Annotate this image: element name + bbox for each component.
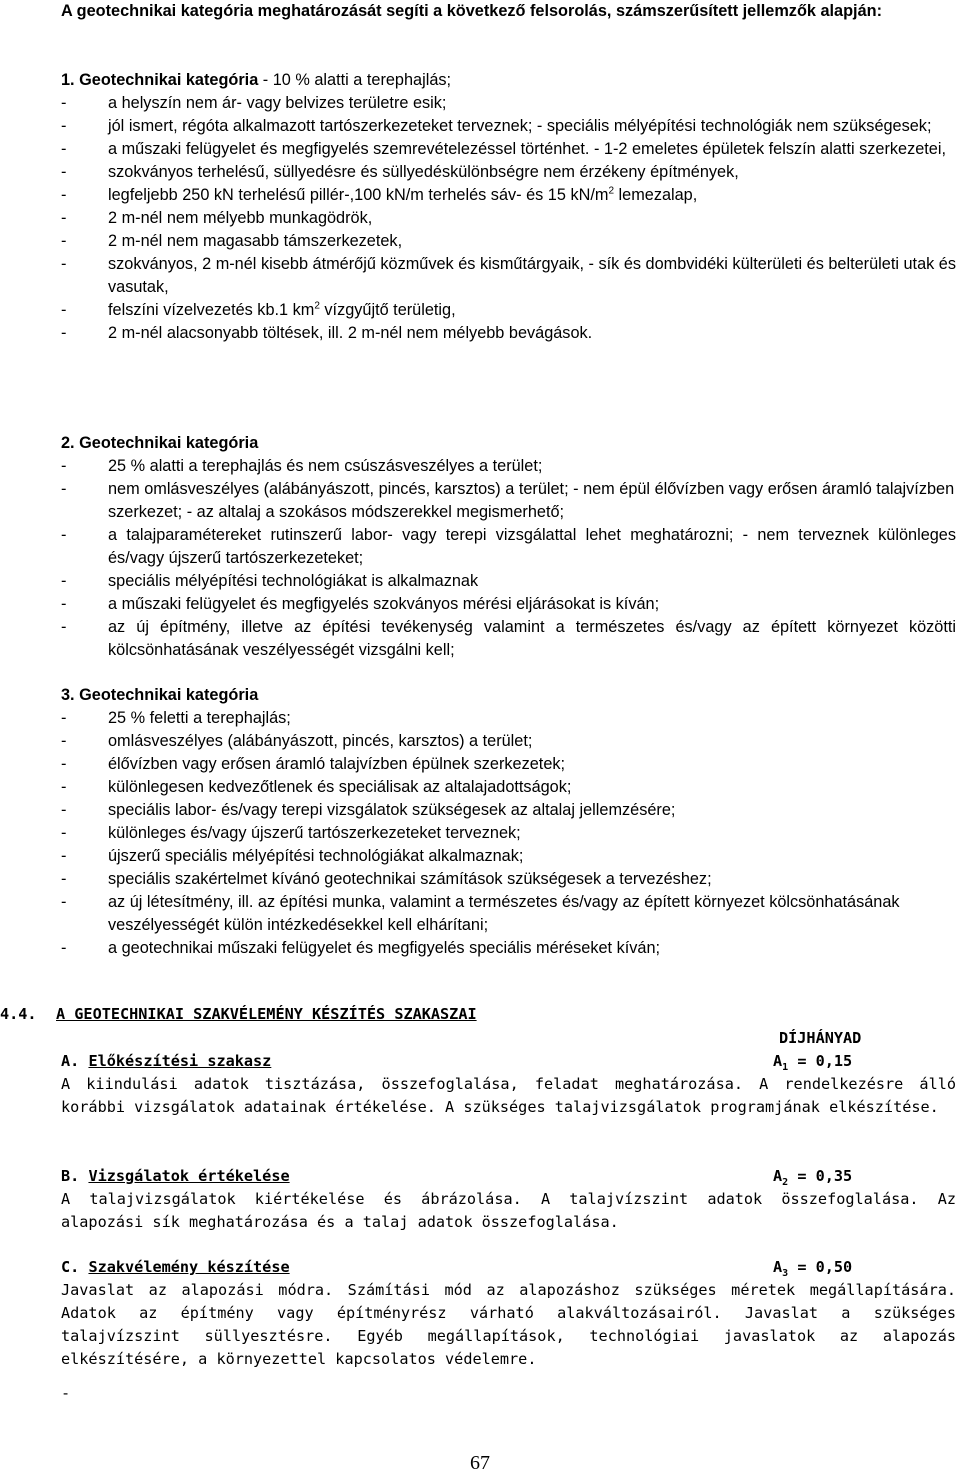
list-item: - 25 % feletti a terephajlás; <box>61 709 291 727</box>
list-item: - jól ismert, régóta alkalmazott tartószerkezeteket terveznek; - speciális mélyépítési technológiák nem szükségesek; <box>61 117 932 135</box>
list-item: - a helyszín nem ár- vagy belvizes területre esik; <box>61 94 447 112</box>
category-2-section <box>61 432 956 662</box>
fee-label-row <box>61 1027 956 1050</box>
category-1-section <box>61 69 956 345</box>
fee-label: DÍJHÁNYAD <box>779 1029 862 1047</box>
stage-b-title: Vizsgálatok értékelése <box>88 1167 290 1185</box>
list-item: - 25 % alatti a terephajlás és nem csúszásveszélyes a terület; <box>61 457 543 475</box>
list-item: - 2 m-nél nem magasabb támszerkezetek, <box>61 232 403 250</box>
stage-a-description: A kiindulási adatok tisztázása, összefoglalása, feladat meghatározása. A rendelkezésre álló korábbi vizsgálatok adatainak értékelése. A szükséges talajvizsgálatok programjának elkészítése. <box>61 1075 956 1116</box>
stage-c-description: Javaslat az alapozási módra. Számítási mód az alapozáshoz szükséges méretek megállapítására. Adatok az építmény vagy építményrész várható alakváltozásairól. Javaslat a szükséges talajvízszint süllyesztésre. Egyéb megállapítások, technológiai javaslatok az alapozás elkészítésére, a környezettel kapcsolatos védelemre. <box>61 1281 956 1368</box>
list-item: - különleges és/vagy újszerű tartószerkezeteket terveznek; <box>61 824 521 842</box>
stage-b-description: A talajvizsgálatok kiértékelése és ábrázolása. A talajvízszint adatok összefoglalása. Az alapozási sík meghatározása és a talaj adatok összefoglalása. <box>61 1190 956 1231</box>
section-title: A GEOTECHNIKAI SZAKVÉLEMÉNY KÉSZÍTÉS SZAKASZAI <box>56 1005 477 1023</box>
list-item: - a műszaki felügyelet és megfigyelés szemrevételezéssel történhet. - 1-2 emeletes épületek felszín alatti szerkezetei, <box>61 140 946 158</box>
list-item: - legfeljebb 250 kN terhelésű pillér-,100 kN/m terhelés sáv- és 15 $kN/m^2$ lemezalap, <box>61 185 698 204</box>
stage-c-fee: $A_3 = 0,50$ <box>773 1258 853 1280</box>
list-item: - szokványos terhelésű, süllyedésre és süllyedéskülönbségre nem érzékeny építmények, <box>61 163 739 181</box>
list-item: - felszíni vízelvezetés kb.1 $km^2$ vízgyűjtő területig, <box>61 300 456 319</box>
list-item: - nem omlásveszélyes (alábányászott, pincés, karsztos) a terület; - nem épül élővízben vagy erősen áramló talajvízben szerkezet; - az altalaj a szokásos módszerekkel megismerhető; <box>61 480 955 521</box>
stage-c-title: Szakvélemény készítése <box>88 1258 290 1276</box>
trailing-dash: - <box>61 1384 71 1402</box>
section-number: 4.4. <box>0 1005 37 1023</box>
stage-b-header: B. Vizsgálatok értékelése $A_2 = 0,35$ <box>61 1167 853 1189</box>
category-1-heading: 1. Geotechnikai kategória <box>61 71 259 89</box>
intro-text: A geotechnikai kategória meghatározását segíti a következő felsorolás, számszerűsített jellemzők alapján: <box>61 2 882 20</box>
list-item: - 2 m-nél alacsonyabb töltések, ill. 2 m-nél nem mélyebb bevágások. <box>61 324 593 342</box>
section-heading <box>0 1003 960 1026</box>
category-3-heading: 3. Geotechnikai kategória <box>61 686 259 704</box>
list-item: - különlegesen kedvezőtlenek és speciálisak az altalajadottságok; <box>61 778 572 796</box>
stage-a-fee: $A_1 = 0,15$ <box>773 1052 853 1074</box>
list-item: - a geotechnikai műszaki felügyelet és megfigyelés speciális méréseket kíván; <box>61 939 661 957</box>
list-item: - szokványos, 2 m-nél kisebb átmérőjű közművek és kisműtárgyaik, - sík és dombvidéki külterületi és belterületi utak és vasutak, <box>61 255 956 296</box>
list-item: - újszerű speciális mélyépítési technológiákat alkalmaznak; <box>61 847 524 865</box>
list-item: - az új építmény, illetve az építési tevékenység valamint a természetes és/vagy az épített környezet közötti kölcsönhatásának veszélyességét vizsgálni kell; <box>61 618 956 659</box>
list-item: - speciális szakértelmet kívánó geotechnikai számítások szükségesek a tervezéshez; <box>61 870 712 888</box>
category-2-heading: 2. Geotechnikai kategória <box>61 434 259 452</box>
list-item: - 2 m-nél nem mélyebb munkagödrök, <box>61 209 373 227</box>
list-item: - az új létesítmény, ill. az építési munka, valamint a természetes és/vagy az épített környezet kölcsönhatásának veszélyességét külön intézkedésekkel kell elhárítani; <box>61 893 900 934</box>
list-item: - élővízben vagy erősen áramló talajvízben épülnek szerkezetek; <box>61 755 566 773</box>
list-item: - a műszaki felügyelet és megfigyelés szokványos mérési eljárásokat is kíván; <box>61 595 660 613</box>
stage-a-title: Előkészítési szakasz <box>88 1052 272 1070</box>
stage-c-header: C. Szakvélemény készítése $A_3 = 0,50$ <box>61 1258 853 1280</box>
category-3-section <box>61 684 956 960</box>
list-item: - omlásveszélyes (alábányászott, pincés, karsztos) a terület; <box>61 732 533 750</box>
stage-a-header: A. Előkészítési szakasz $A_1 = 0,15$ <box>61 1052 853 1074</box>
page-number: 67 <box>470 1452 490 1474</box>
stage-b-fee: $A_2 = 0,35$ <box>773 1167 853 1189</box>
list-item: - a talajparamétereket rutinszerű labor- vagy terepi vizsgálattal lehet meghatározni; - nem terveznek különleges és/vagy újszerű tartószerkezeteket; <box>61 526 956 567</box>
list-item: - speciális labor- és/vagy terepi vizsgálatok szükségesek az altalaj jellemzésére; <box>61 801 676 819</box>
intro-paragraph <box>61 0 956 23</box>
list-item: - speciális mélyépítési technológiákat is alkalmaznak <box>61 572 479 590</box>
category-1-heading-line <box>61 69 956 92</box>
category-1-heading-tail: - 10 % alatti a terephajlás; <box>258 71 452 89</box>
